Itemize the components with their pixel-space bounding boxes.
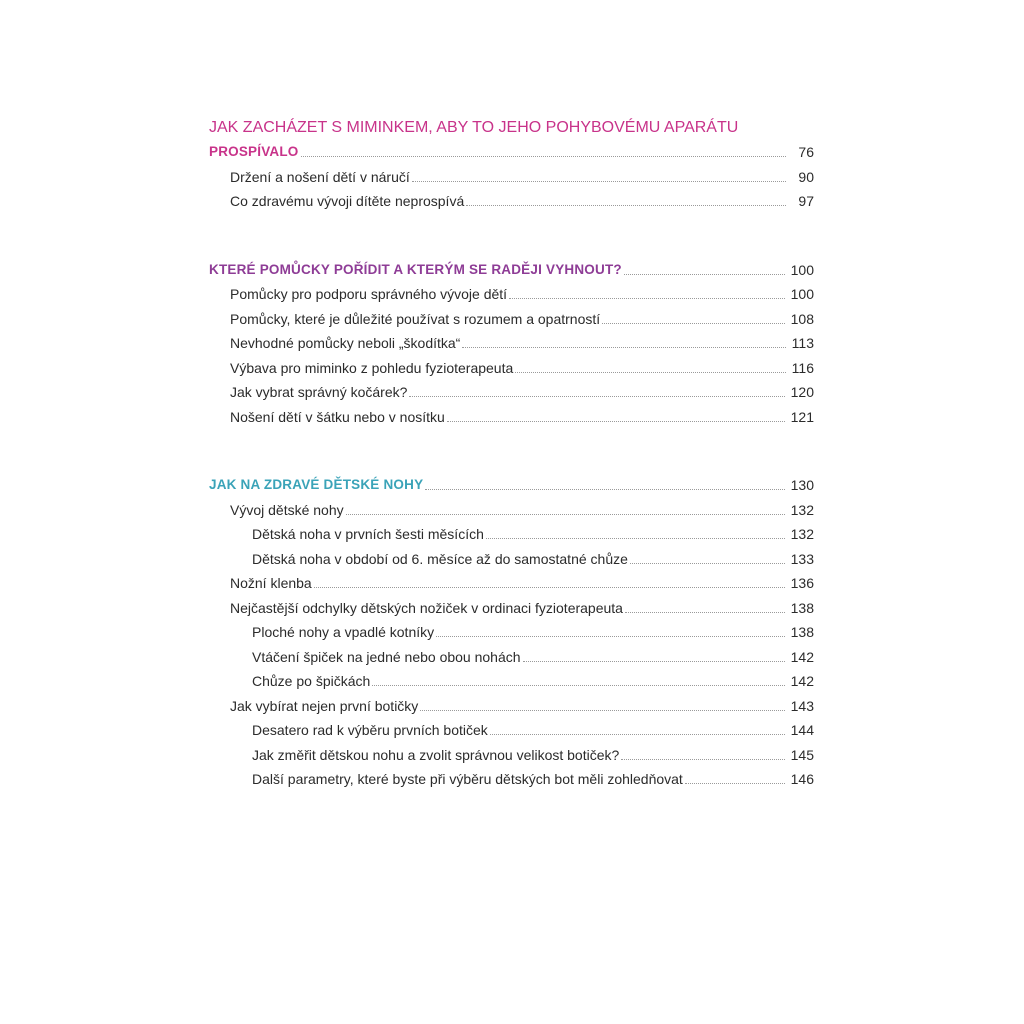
toc-entry[interactable] [209, 303, 814, 328]
entry-title: Držení a nošení dětí v náručí [230, 168, 410, 185]
toc-entry[interactable] [209, 494, 814, 519]
page-number: 97 [798, 193, 814, 209]
section-heading-line-2: PROSPÍVALO [209, 144, 299, 159]
dot-leader [486, 538, 785, 539]
toc-subentry[interactable] [209, 666, 814, 691]
entry-title: Nožní klenba [230, 575, 312, 591]
toc-subentry[interactable] [209, 543, 814, 568]
dot-leader [314, 587, 785, 588]
toc-subentry[interactable] [209, 617, 814, 642]
entry-title: Další parametry, které byste při výběru dětských bot měli zohledňovat [252, 771, 683, 787]
dot-leader [685, 783, 785, 784]
dot-leader [621, 759, 784, 760]
dot-leader [409, 396, 784, 397]
dot-leader [420, 710, 784, 711]
dot-leader [301, 156, 786, 157]
entry-title: Desatero rad k výběru prvních botiček [252, 722, 488, 738]
dot-leader [462, 347, 785, 348]
page-number: 108 [790, 310, 814, 327]
entry-title: Chůze po špičkách [252, 673, 371, 689]
dot-leader [630, 563, 785, 564]
page-number: 76 [798, 144, 814, 160]
dot-leader [466, 205, 786, 206]
toc-section-1 [209, 112, 814, 210]
page-number: 130 [790, 477, 814, 493]
toc-entry[interactable] [209, 377, 814, 402]
dot-leader [425, 489, 784, 490]
toc-entry[interactable] [209, 279, 814, 304]
page-number: 142 [790, 648, 814, 665]
entry-title: Nošení dětí v šátku nebo v nosítku [230, 408, 445, 425]
toc-entry[interactable] [209, 568, 814, 593]
page-number: 100 [790, 261, 814, 278]
page-number: 133 [790, 550, 814, 567]
section-heading-title: KTERÉ POMŮCKY POŘÍDIT A KTERÝM SE RADĚJI VYHNOUT? [209, 261, 622, 277]
entry-title: Co zdravému vývoji dítěte neprospívá [230, 193, 465, 209]
dot-leader [509, 298, 785, 299]
toc-entry[interactable] [209, 161, 814, 186]
toc-section-3 [209, 470, 814, 789]
dot-leader [602, 323, 785, 324]
entry-title: Pomůcky pro podporu správného vývoje dětí [230, 286, 508, 302]
entry-title: Výbava pro miminko z pohledu fyzioterapeuta [230, 359, 514, 376]
page-number: 120 [790, 384, 814, 400]
entry-title: Nevhodné pomůcky neboli „škodítka“ [230, 335, 461, 351]
entry-title: Nejčastější odchylky dětských nožiček v ordinaci fyzioterapeuta [230, 599, 623, 616]
toc-subentry[interactable] [209, 739, 814, 764]
page-number: 142 [790, 673, 814, 689]
entry-title: Jak vybrat správný kočárek? [230, 384, 408, 400]
section-heading[interactable] [209, 254, 814, 279]
dot-leader [436, 636, 785, 637]
page-number: 143 [790, 697, 814, 714]
entry-title: Jak vybírat nejen první botičky [230, 697, 419, 714]
page-number: 146 [790, 771, 814, 787]
dot-leader [372, 685, 784, 686]
entry-title: Vtáčení špiček na jedné nebo obou nohách [252, 648, 521, 665]
dot-leader [490, 734, 785, 735]
page-number: 132 [790, 526, 814, 542]
page-number: 100 [790, 286, 814, 302]
toc-subentry[interactable] [209, 764, 814, 789]
entry-title: Ploché nohy a vpadlé kotníky [252, 624, 435, 640]
page-number: 138 [790, 599, 814, 616]
toc-entry[interactable] [209, 186, 814, 211]
page-number: 113 [791, 335, 814, 351]
dot-leader [624, 274, 785, 275]
page-number: 121 [790, 408, 814, 425]
page-number: 132 [790, 501, 814, 518]
dot-leader [515, 372, 785, 373]
dot-leader [447, 421, 785, 422]
dot-leader [412, 181, 786, 182]
toc-entry[interactable] [209, 401, 814, 426]
page-number: 145 [790, 746, 814, 763]
toc-entry[interactable] [209, 328, 814, 353]
page-number: 138 [790, 624, 814, 640]
page-number: 136 [790, 575, 814, 591]
page-number: 90 [798, 168, 814, 185]
table-of-contents [209, 112, 814, 832]
toc-subentry[interactable] [209, 715, 814, 740]
dot-leader [523, 661, 785, 662]
section-heading[interactable] [209, 137, 814, 162]
toc-entry[interactable] [209, 592, 814, 617]
entry-title: Dětská noha v období od 6. měsíce až do samostatné chůze [252, 550, 628, 567]
dot-leader [625, 612, 785, 613]
entry-title: Jak změřit dětskou nohu a zvolit správnou velikost botiček? [252, 746, 620, 763]
dot-leader [346, 514, 785, 515]
toc-section-2 [209, 254, 814, 426]
toc-entry[interactable] [209, 352, 814, 377]
page-number: 116 [791, 359, 814, 376]
entry-title: Pomůcky, které je důležité používat s rozumem a opatrností [230, 310, 601, 327]
section-heading-line-1: JAK ZACHÁZET S MIMINKEM, ABY TO JEHO POHYBOVÉMU APARÁTU [209, 118, 739, 136]
toc-subentry[interactable] [209, 641, 814, 666]
entry-title: Dětská noha v prvních šesti měsících [252, 526, 484, 542]
toc-entry[interactable] [209, 690, 814, 715]
toc-subentry[interactable] [209, 519, 814, 544]
section-heading[interactable] [209, 470, 814, 495]
page-number: 144 [790, 722, 814, 738]
section-heading-title: JAK NA ZDRAVÉ DĚTSKÉ NOHY [209, 477, 424, 492]
entry-title: Vývoj dětské nohy [230, 501, 344, 518]
